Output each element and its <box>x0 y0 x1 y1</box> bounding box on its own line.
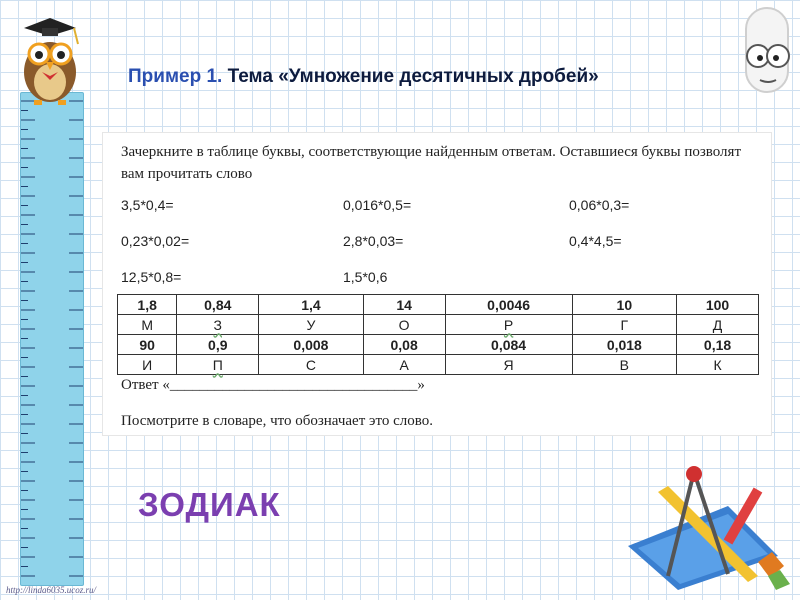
table-cell: 14 <box>363 295 445 315</box>
answer-table <box>117 294 759 375</box>
vertical-ruler <box>20 92 84 586</box>
table-cell: 0,08 <box>363 335 445 355</box>
table-cell: 0,84 <box>177 295 259 315</box>
exercise: 0,4*4,5= <box>569 233 622 249</box>
table-cell: Я <box>445 355 572 375</box>
exercise: 1,5*0,6 <box>343 269 388 285</box>
table-cell: С <box>259 355 363 375</box>
table-cell: 10 <box>572 295 676 315</box>
table-cell: В <box>572 355 676 375</box>
table-cell: У <box>259 315 363 335</box>
task-instruction: Зачеркните в таблице буквы, соответствующие найденным ответам. Оставшиеся буквы позволят вам прочитать слово <box>121 144 741 182</box>
result-word: ЗОДИАК <box>138 486 281 523</box>
table-row <box>118 295 759 315</box>
table-cell: 0,18 <box>677 335 759 355</box>
table-cell: О <box>363 315 445 335</box>
owl-graduate-icon <box>14 14 84 106</box>
exercise: 0,06*0,3= <box>569 197 630 213</box>
exercise: 2,8*0,03= <box>343 233 404 249</box>
exercise: 12,5*0,8= <box>121 269 182 285</box>
answer-line: Ответ «_________________________________» <box>121 377 425 393</box>
title-main: Тема «Умножение десятичных дробей» <box>222 66 599 87</box>
table-cell: 100 <box>677 295 759 315</box>
table-cell: З <box>177 315 259 335</box>
slide-title <box>128 66 599 88</box>
glasses-character-icon <box>738 4 796 96</box>
table-cell: 90 <box>118 335 177 355</box>
table-row <box>118 335 759 355</box>
table-cell: 0,008 <box>259 335 363 355</box>
table-cell: 0,0046 <box>445 295 572 315</box>
table-cell: 0,018 <box>572 335 676 355</box>
table-cell: М <box>118 315 177 335</box>
table-cell: К <box>677 355 759 375</box>
table-row <box>118 355 759 375</box>
exercise: 0,23*0,02= <box>121 233 190 249</box>
table-cell: 1,4 <box>259 295 363 315</box>
exercise: 0,016*0,5= <box>343 197 412 213</box>
table-cell: Р <box>445 315 572 335</box>
title-prefix: Пример 1. <box>128 66 223 87</box>
table-cell: Г <box>572 315 676 335</box>
table-cell: Д <box>677 315 759 335</box>
table-cell: 0,084 <box>445 335 572 355</box>
school-supplies-icon <box>608 466 794 592</box>
table-cell: И <box>118 355 177 375</box>
ruler-ticks <box>21 93 83 585</box>
table-cell: П <box>177 355 259 375</box>
exercise: 3,5*0,4= <box>121 197 174 213</box>
table-cell: А <box>363 355 445 375</box>
table-cell: 1,8 <box>118 295 177 315</box>
task-panel <box>102 132 772 436</box>
table-row <box>118 315 759 335</box>
dictionary-note: Посмотрите в словаре, что обозначает это слово. <box>121 413 433 429</box>
table-cell: 0,9 <box>177 335 259 355</box>
source-url: http://linda6035.ucoz.ru/ <box>6 585 96 595</box>
